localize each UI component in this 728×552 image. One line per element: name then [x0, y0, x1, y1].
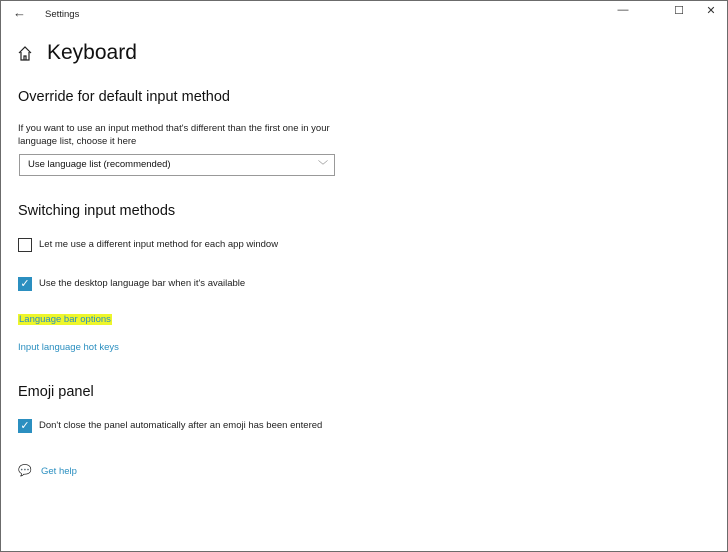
back-arrow-icon[interactable]: ←	[13, 5, 26, 20]
dropdown-value: Use language list (recommended)	[28, 159, 171, 170]
emoji-panel-checkbox[interactable]: ✓	[18, 419, 32, 433]
input-language-hot-keys-link[interactable]: Input language hot keys	[18, 342, 119, 353]
per-app-input-checkbox[interactable]	[18, 238, 32, 252]
page-title: Keyboard	[47, 41, 137, 64]
emoji-heading: Emoji panel	[18, 384, 94, 400]
input-method-dropdown[interactable]	[19, 154, 335, 176]
override-description: If you want to use an input method that's different than the first one in your language list, choose it here	[18, 123, 330, 147]
close-button[interactable]: ✕	[706, 5, 716, 17]
override-heading: Override for default input method	[18, 89, 230, 105]
desktop-language-bar-label: Use the desktop language bar when it's available	[39, 278, 246, 289]
help-chat-icon: 💬	[18, 465, 32, 477]
desktop-language-bar-checkbox[interactable]: ✓	[18, 277, 32, 291]
language-bar-options-link[interactable]: Language bar options	[19, 314, 111, 325]
window-title: Settings	[45, 9, 80, 20]
chevron-down-icon: ﹀	[318, 161, 328, 172]
emoji-panel-label: Don't close the panel automatically after an emoji has been entered	[39, 420, 323, 431]
switching-heading: Switching input methods	[18, 203, 176, 219]
minimize-button[interactable]: —	[617, 4, 629, 16]
get-help-link[interactable]: Get help	[41, 466, 77, 477]
home-icon[interactable]	[17, 44, 33, 62]
maximize-button[interactable]: ☐	[674, 5, 684, 17]
per-app-input-label: Let me use a different input method for each app window	[39, 239, 279, 250]
